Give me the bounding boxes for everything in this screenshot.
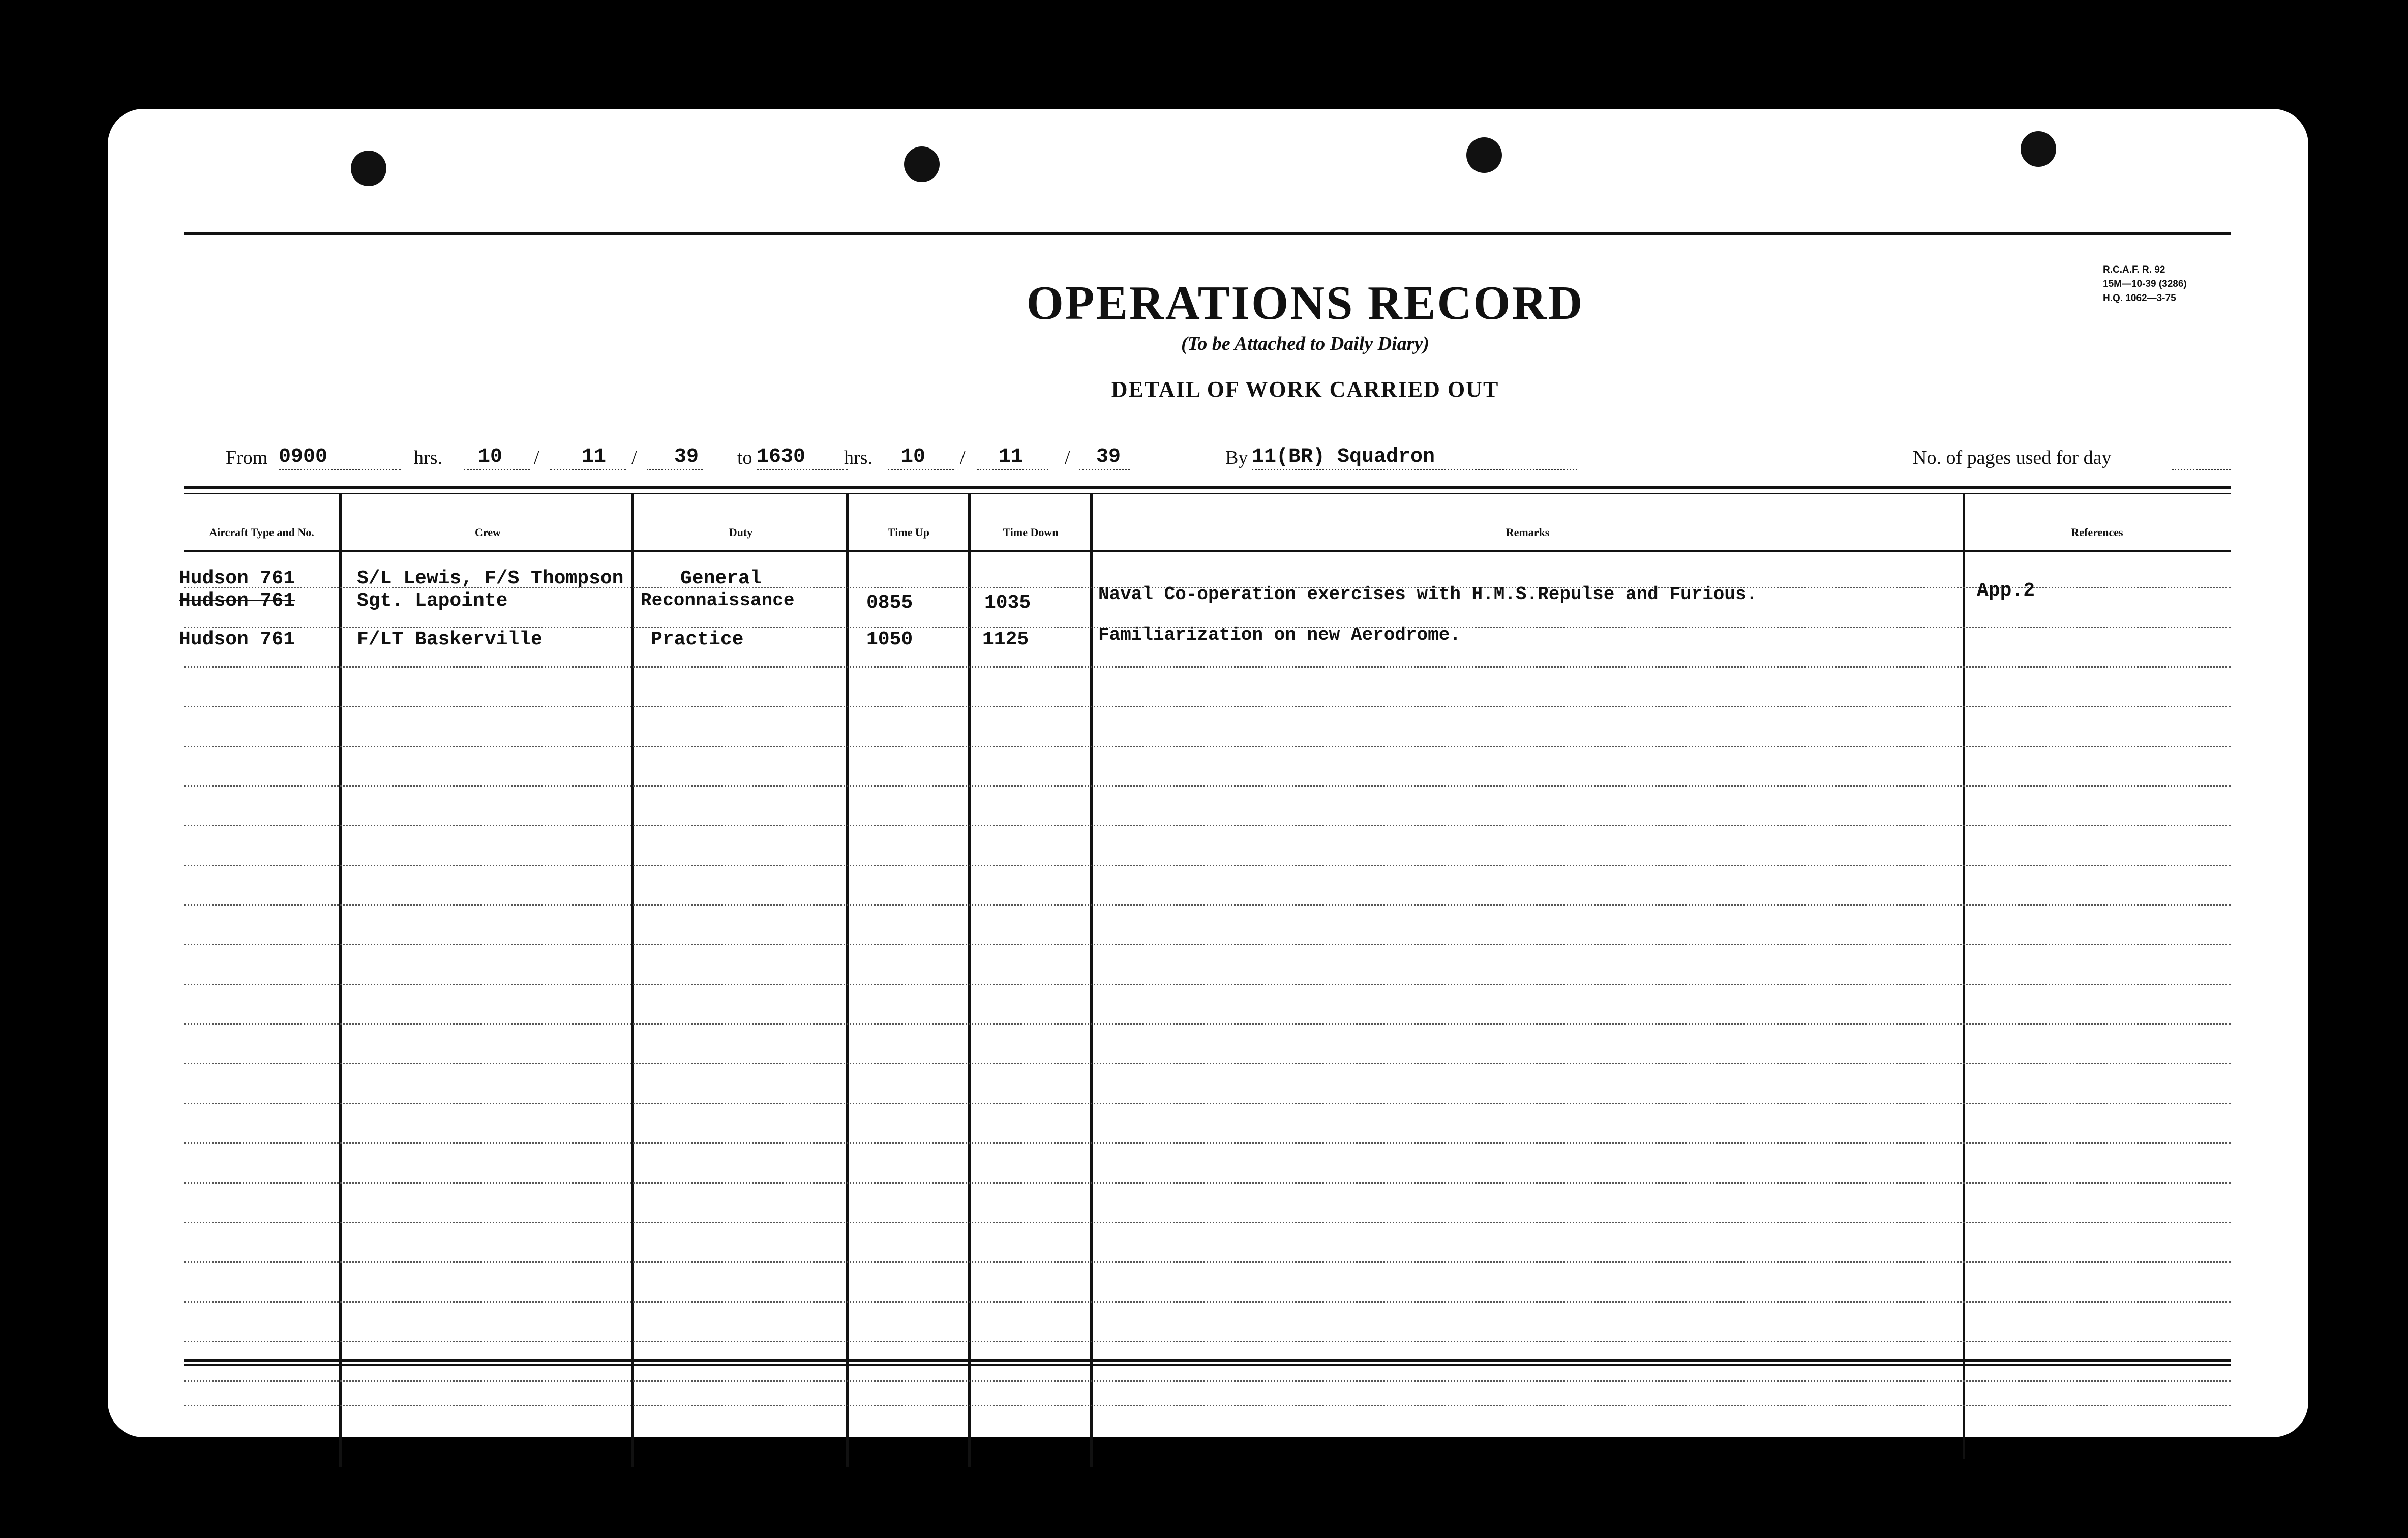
table-row-2-aircraft: Hudson 761 (179, 629, 295, 650)
from-year-blank (647, 469, 703, 470)
table-top-rule (184, 486, 2231, 489)
to-time-blank (757, 469, 848, 470)
ruled-line (184, 785, 2231, 787)
column-header-crew: Crew (475, 526, 501, 539)
table-row-1-reference: App.2 (1977, 580, 2035, 602)
table-row-2-time-down: 1125 (982, 629, 1029, 650)
punch-hole (904, 146, 940, 182)
date-slash: / (534, 447, 539, 468)
top-rule (184, 232, 2231, 235)
column-header-remarks: Remarks (1506, 526, 1550, 539)
ruled-line (184, 1261, 2231, 1263)
ruled-line (184, 1301, 2231, 1303)
pages-used-blank (2172, 469, 2231, 470)
punch-hole (2021, 131, 2056, 167)
from-time: 0900 (279, 446, 328, 468)
ruled-line (184, 865, 2231, 866)
page-title: OPERATIONS RECORD (1026, 277, 1584, 330)
operations-record-card (108, 109, 2308, 1437)
column-header-time-down: Time Down (1003, 526, 1059, 539)
ruled-line (184, 1182, 2231, 1184)
by-label: By (1225, 447, 1248, 468)
to-month: 11 (999, 446, 1024, 468)
squadron-blank (1252, 469, 1577, 470)
table-row-2-remarks: Familiarization on new Aerodrome. (1098, 625, 1461, 645)
ruled-line (184, 666, 2231, 668)
date-slash: / (1065, 447, 1070, 468)
column-header-time-up: Time Up (887, 526, 930, 539)
column-header-references: References (2071, 526, 2123, 539)
ruled-line (184, 1380, 2231, 1382)
ruled-line (184, 706, 2231, 707)
to-day-blank (888, 469, 954, 470)
table-row-2-crew: F/LT Baskerville (357, 629, 543, 650)
ruled-line (184, 1142, 2231, 1144)
punch-hole (1466, 137, 1502, 173)
from-month-blank (550, 469, 626, 470)
from-day-blank (464, 469, 530, 470)
column-divider (1963, 494, 1965, 1459)
column-divider (1090, 494, 1093, 1467)
ruled-line (184, 1023, 2231, 1025)
ruled-line (184, 904, 2231, 906)
detail-heading: DETAIL OF WORK CARRIED OUT (1111, 377, 1499, 402)
table-row-1-duty: Reconnaissance (641, 590, 795, 611)
squadron-value: 11(BR) Squadron (1252, 446, 1435, 468)
column-divider (339, 494, 342, 1467)
table-row-2-time-up: 1050 (866, 629, 913, 650)
to-day: 10 (901, 446, 926, 468)
hrs-label: hrs. (844, 447, 872, 468)
ruled-line (184, 825, 2231, 826)
table-row-1-aircraft: Hudson 761 (179, 568, 295, 589)
table-row-2-duty: Practice (651, 629, 744, 650)
column-divider (968, 494, 971, 1467)
from-label: From (226, 447, 268, 468)
to-month-blank (977, 469, 1048, 470)
table-top-rule-2 (184, 493, 2231, 494)
to-time: 1630 (757, 446, 806, 468)
ruled-line (184, 984, 2231, 985)
ruled-line (184, 1222, 2231, 1223)
form-number-line: 15M—10-39 (3286) (2103, 279, 2187, 289)
table-row-1-time-down: 1035 (984, 592, 1031, 614)
table-bottom-rule (184, 1359, 2231, 1362)
to-year: 39 (1096, 446, 1121, 468)
ruled-line (184, 1103, 2231, 1104)
table-row-1-remarks: Naval Co-operation exercises with H.M.S.Repulse and Furious. (1098, 584, 1758, 605)
table-row-1-duty: General (680, 568, 762, 589)
from-year: 39 (674, 446, 699, 468)
form-number-line: R.C.A.F. R. 92 (2103, 264, 2165, 275)
column-header-duty: Duty (729, 526, 753, 539)
ruled-line (184, 1405, 2231, 1406)
ruled-line (184, 944, 2231, 945)
header-bottom-rule (184, 550, 2231, 552)
ruled-line (184, 1063, 2231, 1064)
from-month: 11 (582, 446, 607, 468)
column-header-aircraft: Aircraft Type and No. (209, 526, 314, 539)
table-row-1-crew: Sgt. Lapointe (357, 590, 508, 612)
ruled-line (184, 746, 2231, 747)
table-row-1-aircraft: Hudson 761 (179, 590, 295, 612)
form-number-line: H.Q. 1062—3-75 (2103, 293, 2176, 304)
page-subtitle: (To be Attached to Daily Diary) (1181, 333, 1429, 354)
to-year-blank (1079, 469, 1130, 470)
hrs-label: hrs. (414, 447, 442, 468)
pages-used-label: No. of pages used for day (1913, 447, 2112, 468)
table-row-1-crew: S/L Lewis, F/S Thompson (357, 568, 624, 589)
from-time-blank (279, 469, 401, 470)
date-slash: / (631, 447, 637, 468)
table-row-1-time-up: 0855 (866, 592, 913, 614)
column-divider (631, 494, 634, 1467)
table-bottom-rule-2 (184, 1364, 2231, 1366)
from-day: 10 (478, 446, 503, 468)
ruled-line (184, 1341, 2231, 1342)
date-slash: / (960, 447, 966, 468)
to-label: to (737, 447, 752, 468)
punch-hole (351, 151, 386, 186)
column-divider (846, 494, 849, 1467)
